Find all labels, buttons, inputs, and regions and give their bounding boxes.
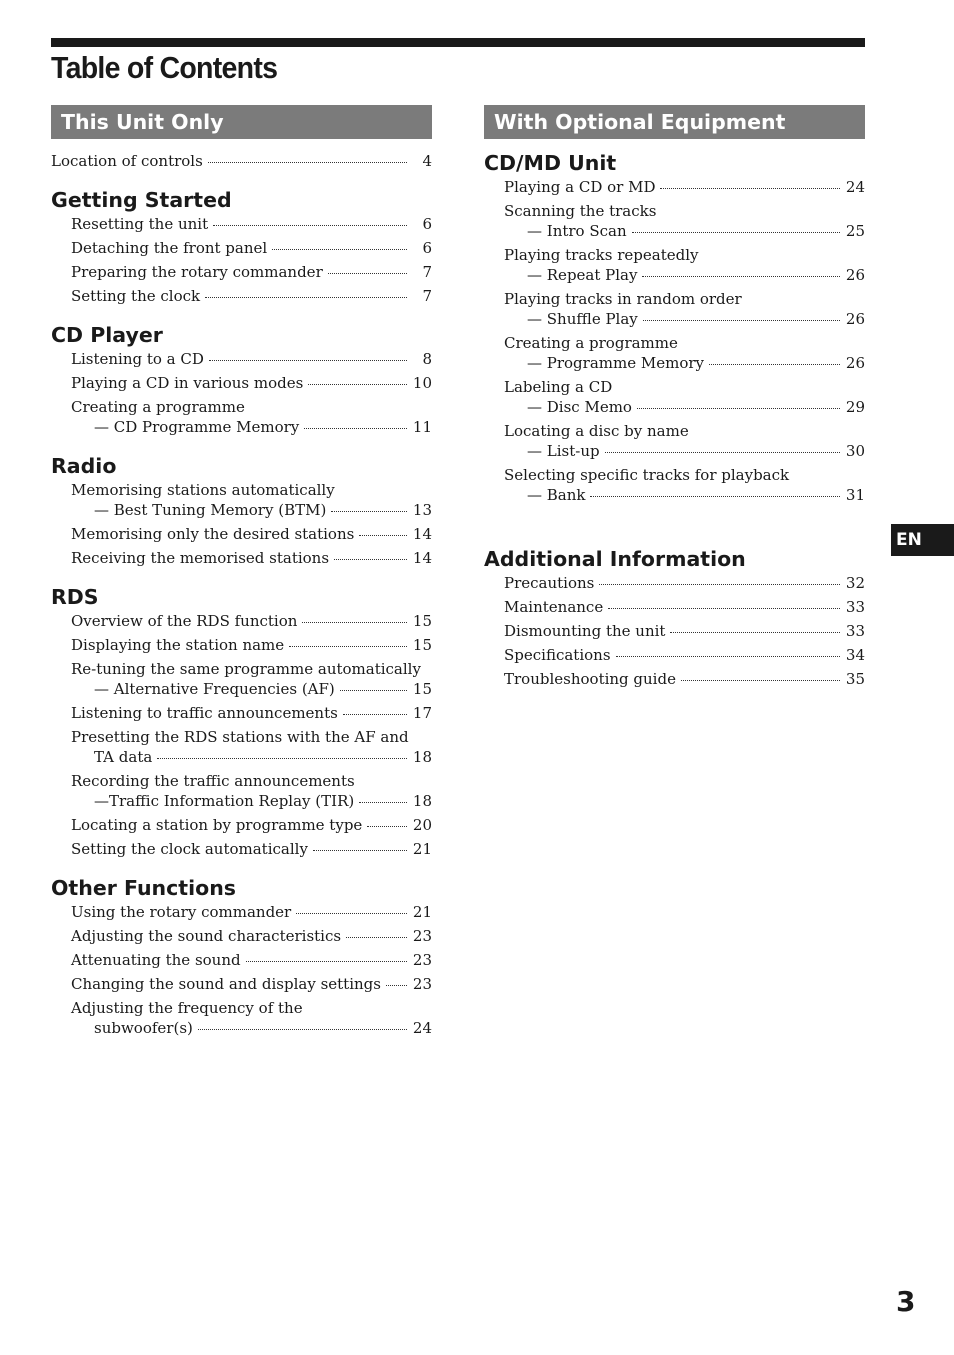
toc-row [71,926,432,946]
toc-row [504,645,865,665]
toc-row [504,177,865,197]
page-ref: 21 [412,903,432,921]
toc-row [504,221,865,241]
page-ref: 33 [845,622,865,640]
toc-row [504,441,865,461]
section-heading: Additional Information [484,547,746,571]
toc-section [51,188,432,306]
dot-leader [308,384,407,385]
toc-row [71,747,432,767]
toc-row [71,791,432,811]
page-ref: 6 [422,215,432,233]
section-heading: Getting Started [51,188,232,212]
dot-leader [289,646,407,647]
dot-leader [208,162,407,163]
entry-title: — Repeat Play [527,266,638,284]
entry-title: Displaying the station name [71,636,285,654]
entry-title: Playing a CD in various modes [71,374,304,392]
section-heading: Other Functions [51,876,237,900]
dot-leader [304,428,407,429]
entry-title: Playing tracks in random order [504,290,742,308]
toc-entry [71,926,432,946]
intro-entry [51,151,432,171]
section-items [51,480,432,568]
entry-title: Setting the clock [71,287,201,305]
entry-title: Scanning the tracks [504,202,657,220]
dot-leader [340,690,407,691]
toc-entry [71,524,432,544]
entry-title: Creating a programme [71,398,245,416]
toc-row [504,573,865,593]
toc-row [504,485,865,505]
toc-section [51,876,432,1038]
page-ref: 13 [412,501,432,519]
toc-entry [504,465,865,505]
dot-leader [302,622,407,623]
toc-row [71,703,432,723]
toc-row [71,548,432,568]
toc-entry [71,349,432,369]
toc-entry [71,214,432,234]
toc-section [51,454,432,568]
toc-row [71,524,432,544]
toc-entry [504,377,865,417]
page-ref: 7 [422,263,432,281]
dot-leader [367,826,407,827]
toc-entry [71,771,432,811]
toc-entry [504,201,865,241]
dot-leader [313,850,407,851]
page-ref: 15 [412,636,432,654]
entry-title: Adjusting the frequency of the [71,999,303,1017]
entry-title: — Disc Memo [527,398,632,416]
entry-title: — Best Tuning Memory (BTM) [94,501,327,519]
dot-leader [681,680,840,681]
page-number: 3 [896,1285,916,1318]
entry-title: Playing tracks repeatedly [504,246,699,264]
toc-entry [71,373,432,393]
entry-title: Playing a CD or MD [504,178,656,196]
entry-title: Receiving the memorised stations [71,549,330,567]
entry-title: — List-up [527,442,600,460]
entry-title: Re-tuning the same programme automatically [71,660,421,678]
dot-leader [359,802,407,803]
entry-title: —Traffic Information Replay (TIR) [94,792,355,810]
dot-leader [660,188,840,189]
page-ref: 18 [412,748,432,766]
toc-entry [71,902,432,922]
dot-leader [334,559,407,560]
toc-entry [51,151,432,171]
entry-title: Setting the clock automatically [71,840,308,858]
toc-row [71,1018,432,1038]
section-banner: This Unit Only [51,105,432,139]
entry-title: — Bank [527,486,586,504]
toc-entry [504,177,865,197]
entry-title: Selecting specific tracks for playback [504,466,790,484]
section-heading: RDS [51,585,99,609]
page-ref: 15 [412,680,432,698]
dot-leader [343,714,407,715]
toc-entry [71,998,432,1038]
toc-row [71,373,432,393]
dot-leader [709,364,840,365]
right-column [484,105,865,693]
toc-row [71,815,432,835]
entry-title: Troubleshooting guide [504,670,676,688]
toc-row [71,679,432,699]
dot-leader [608,608,840,609]
toc-row [71,238,432,258]
section-heading: CD/MD Unit [484,151,617,175]
page-ref: 23 [412,951,432,969]
page-ref: 21 [412,840,432,858]
toc-section [484,547,865,689]
dot-leader [296,913,407,914]
page-ref: 25 [845,222,865,240]
entry-title: Location of controls [51,152,203,170]
toc-entry [504,669,865,689]
page-ref: 31 [845,486,865,504]
toc-entry [504,289,865,329]
entry-title: Presetting the RDS stations with the AF and [71,728,409,746]
toc-row [504,265,865,285]
page-ref: 20 [412,816,432,834]
entry-title: Dismounting the unit [504,622,666,640]
dot-leader [346,937,407,938]
toc-entry [71,815,432,835]
toc-entry [71,548,432,568]
page-ref: 18 [412,792,432,810]
toc-row [504,309,865,329]
entry-title: Locating a disc by name [504,422,689,440]
toc-row [71,214,432,234]
toc-entry [71,611,432,631]
page-ref: 29 [845,398,865,416]
toc-section [51,323,432,437]
dot-leader [386,985,407,986]
section-items [51,611,432,859]
toc-row [504,353,865,373]
section-items [51,349,432,437]
page-ref: 35 [845,670,865,688]
toc-entry [71,238,432,258]
entry-title: — CD Programme Memory [94,418,300,436]
toc-entry [71,974,432,994]
entry-title: Preparing the rotary commander [71,263,323,281]
toc-row [71,500,432,520]
entry-title: subwoofer(s) [94,1019,193,1037]
dot-leader [209,360,407,361]
section-heading: CD Player [51,323,163,347]
toc-entry [504,245,865,285]
dot-leader [157,758,407,759]
entry-title: Detaching the front panel [71,239,268,257]
dot-leader [670,632,840,633]
dot-leader [642,276,840,277]
dot-leader [272,249,407,250]
entry-title: — Shuffle Play [527,310,638,328]
page-ref: 7 [422,287,432,305]
entry-title: Precautions [504,574,595,592]
page-ref: 33 [845,598,865,616]
dot-leader [359,535,407,536]
toc-entry [71,480,432,520]
entry-title: Locating a station by programme type [71,816,363,834]
entry-title: Memorising stations automatically [71,481,335,499]
entry-title: Overview of the RDS function [71,612,298,630]
language-tab: EN [891,524,954,556]
toc-section [51,585,432,859]
toc-entry [71,950,432,970]
toc-row [71,950,432,970]
toc-row [71,262,432,282]
page-ref: 4 [422,152,432,170]
entry-title: TA data [94,748,153,766]
entry-title: Creating a programme [504,334,678,352]
page-ref: 23 [412,927,432,945]
toc-row [71,349,432,369]
entry-title: Attenuating the sound [71,951,241,969]
entry-title: Using the rotary commander [71,903,292,921]
toc-row [504,621,865,641]
section-items [484,177,865,505]
entry-title: Labeling a CD [504,378,613,396]
toc-entry [71,703,432,723]
toc-row [71,902,432,922]
page-ref: 6 [422,239,432,257]
dot-leader [643,320,840,321]
toc-row [504,397,865,417]
page-ref: 26 [845,354,865,372]
dot-leader [605,452,840,453]
entry-title: Maintenance [504,598,604,616]
toc-row [71,635,432,655]
page-ref: 17 [412,704,432,722]
dot-leader [213,225,407,226]
dot-leader [590,496,840,497]
toc-entry [71,286,432,306]
entry-title: Resetting the unit [71,215,209,233]
toc-entry [71,262,432,282]
toc-entry [504,333,865,373]
page-ref: 26 [845,310,865,328]
toc-row [504,669,865,689]
dot-leader [246,961,407,962]
page-ref: 32 [845,574,865,592]
page-ref: 14 [412,549,432,567]
entry-title: Changing the sound and display settings [71,975,381,993]
toc-row [504,597,865,617]
page-ref: 26 [845,266,865,284]
dot-leader [331,511,407,512]
page-ref: 10 [412,374,432,392]
toc-entry [71,659,432,699]
page-ref: 15 [412,612,432,630]
page-ref: 23 [412,975,432,993]
page-ref: 14 [412,525,432,543]
toc-entry [504,597,865,617]
section-heading: Radio [51,454,117,478]
toc-entry [504,621,865,641]
dot-leader [198,1029,407,1030]
toc-entry [71,397,432,437]
dot-leader [632,232,840,233]
dot-leader [205,297,407,298]
right-sections [484,151,865,689]
section-banner: With Optional Equipment [484,105,865,139]
left-sections [51,188,432,1038]
toc-entry [504,573,865,593]
page-ref: 24 [845,178,865,196]
section-items [51,214,432,306]
toc-section [484,151,865,505]
dot-leader [637,408,840,409]
entry-title: — Intro Scan [527,222,627,240]
page-ref: 8 [422,350,432,368]
toc-entry [504,645,865,665]
dot-leader [599,584,840,585]
entry-title: Adjusting the sound characteristics [71,927,342,945]
left-column [51,105,432,1042]
entry-title: — Alternative Frequencies (AF) [94,680,335,698]
toc-row [71,286,432,306]
page-ref: 34 [845,646,865,664]
entry-title: Listening to a CD [71,350,204,368]
toc-entry [71,727,432,767]
toc-row [71,839,432,859]
entry-title: Recording the traffic announcements [71,772,355,790]
page-ref: 11 [412,418,432,436]
page-ref: 24 [412,1019,432,1037]
toc-entry [71,635,432,655]
toc-row [71,974,432,994]
page-ref: 30 [845,442,865,460]
section-items [51,902,432,1038]
page-title: Table of Contents [51,50,278,85]
title-rule [51,38,865,47]
toc-entry [71,839,432,859]
toc-row [51,151,432,171]
entry-title: Memorising only the desired stations [71,525,355,543]
entry-title: — Programme Memory [527,354,705,372]
dot-leader [328,273,407,274]
dot-leader [616,656,840,657]
section-items [484,573,865,689]
entry-title: Listening to traffic announcements [71,704,338,722]
toc-row [71,611,432,631]
entry-title: Specifications [504,646,611,664]
toc-row [71,417,432,437]
toc-entry [504,421,865,461]
